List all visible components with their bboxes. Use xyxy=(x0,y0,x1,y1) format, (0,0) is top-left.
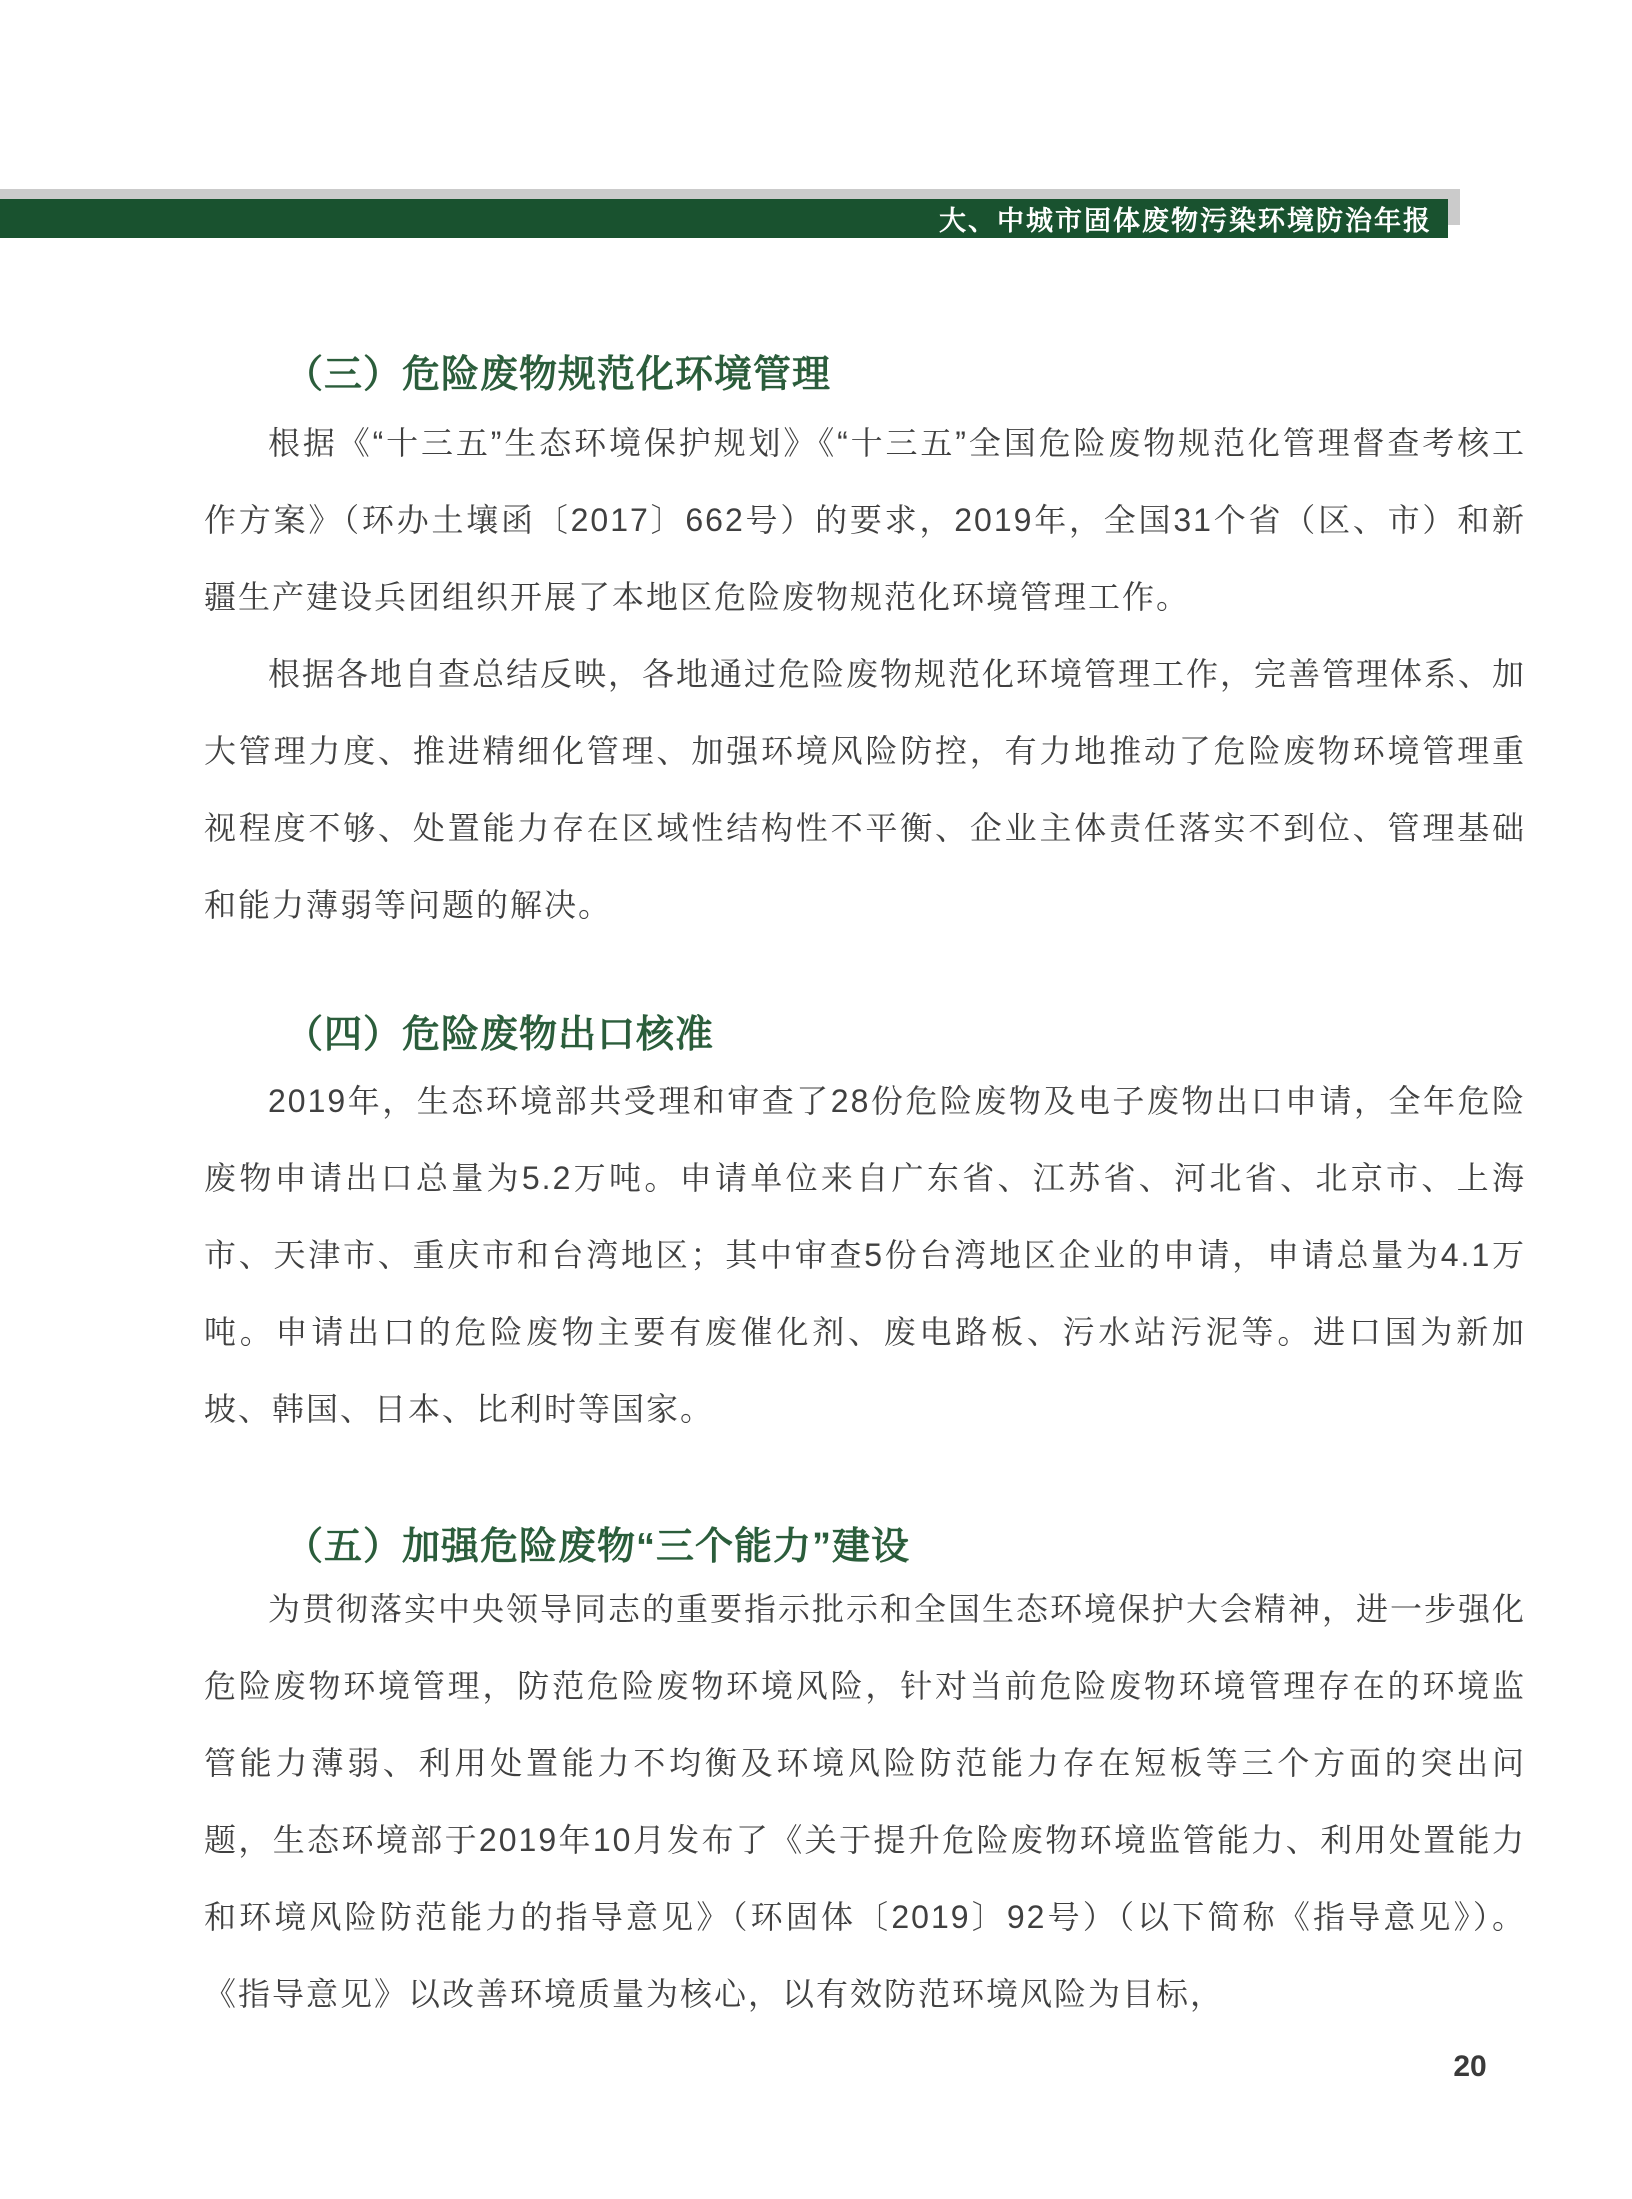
page-number: 20 xyxy=(1453,2050,1487,2083)
paragraph-export-approval: 2019年，生态环境部共受理和审查了28份危险废物及电子废物出口申请，全年危险废物申请出口总量为5.2万吨。申请单位来自广东省、江苏省、河北省、北京市、上海市、天津市、重庆市和台湾地区；其中审查5份台湾地区企业的申请，申请总量为4.1万吨。申请出口的危险废物主要有废催化剂、废电路板、污水站污泥等。进口国为新加坡、韩国、日本、比利时等国家。 xyxy=(204,1083,1526,1427)
paragraph-regulation-basis: 根据《“十三五”生态环境保护规划》《“十三五”全国危险废物规范化管理督查考核工作方案》（环办土壤函〔2017〕662号）的要求，2019年，全国31个省（区、市）和新疆生产建设兵团组织开展了本地区危险废物规范化环境管理工作。 xyxy=(204,425,1526,615)
running-header-title: 大、中城市固体废物污染环境防治年报 xyxy=(939,206,1432,236)
header-banner xyxy=(0,199,1448,238)
section-heading-4: （四）危险废物出口核准 xyxy=(285,1013,715,1056)
paragraph-three-capabilities: 为贯彻落实中央领导同志的重要指示批示和全国生态环境保护大会精神，进一步强化危险废物环境管理，防范危险废物环境风险，针对当前危险废物环境管理存在的环境监管能力薄弱、利用处置能力不均衡及环境风险防范能力存在短板等三个方面的突出问题，生态环境部于2019年10月发布了《关于提升危险废物环境监管能力、利用处置能力和环境风险防范能力的指导意见》（环固体〔2019〕92号）（以下简称《指导意见》）。《指导意见》以改善环境质量为核心，以有效防范环境风险为目标， xyxy=(204,1591,1527,2012)
paragraph-self-inspection-results: 根据各地自查总结反映，各地通过危险废物规范化环境管理工作，完善管理体系、加大管理力度、推进精细化管理、加强环境风险防控，有力地推动了危险废物环境管理重视程度不够、处置能力存在区域性结构性不平衡、企业主体责任落实不到位、管理基础和能力薄弱等问题的解决。 xyxy=(204,656,1527,923)
section-heading-3: （三）危险废物规范化环境管理 xyxy=(285,353,832,396)
section-heading-5: （五）加强危险废物“三个能力”建设 xyxy=(285,1525,911,1568)
